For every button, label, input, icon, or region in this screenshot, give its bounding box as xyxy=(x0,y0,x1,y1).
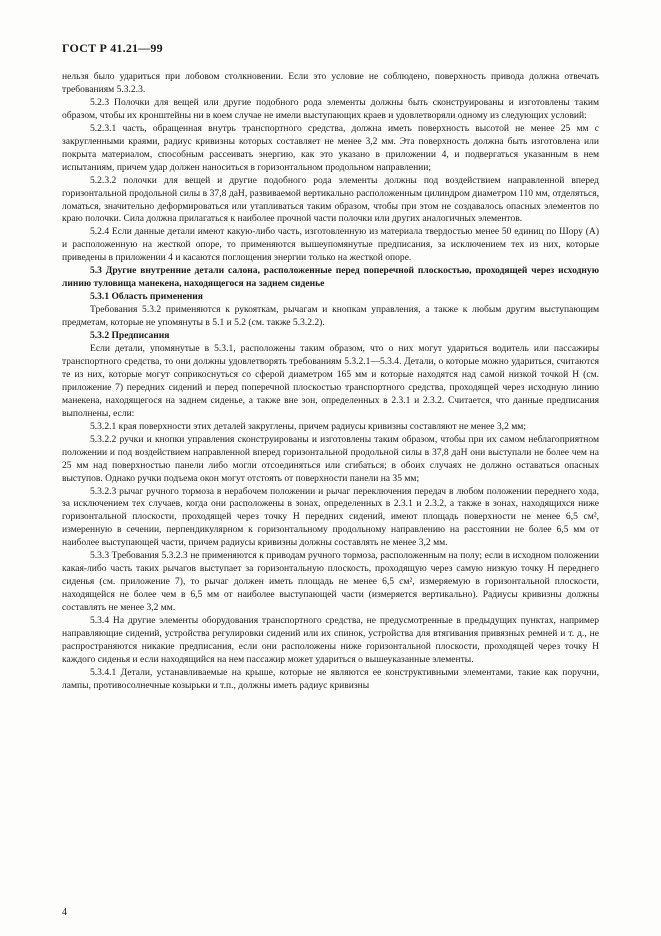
section-heading-5-3: 5.3 Другие внутренние детали салона, расположенные перед поперечной плоскостью, проходящей через исходную линию туловища манекена, находящегося на заднем сиденье xyxy=(62,265,599,290)
paragraph-5-2-3-1: 5.2.3.1 часть, обращенная внутрь транспортного средства, должна иметь поверхность высотой не менее 25 мм с закругленными краями, радиус кривизны которых составляет не менее 3,2 мм. Эта поверхность должна быть изготовлена или покрыта материалом, способным рассеивать энергию, как это указано в приложении 4, и подвергаться указанным в нем испытаниям, причем удар должен наноситься в горизонтальном продольном направлении; xyxy=(62,122,599,173)
subsection-heading-5-3-1: 5.3.1 Область применения xyxy=(90,291,203,303)
paragraph-5-2-3: 5.2.3 Полочки для вещей или другие подобного рода элементы должны быть сконструированы и изготовлены таким образом, чтобы их кронштейны ни в коем случае не имели выступающих краев и удовлетворяли одному из следующих условий: xyxy=(62,96,599,121)
paragraph-5-3-4: 5.3.4 На другие элементы оборудования транспортного средства, не предусмотренные в предыдущих пунктах, например направляющие сидений, устройства регулировки сидений или их спинок, устройства для втягивания привязных ремней и т. д., не распространяются никакие предписания, если они расположены ниже горизонтальной плоскости, проходящей через точку H каждого сиденья и если находящийся на нем пассажир может удариться о вышеуказанные элементы. xyxy=(62,615,599,665)
document-body xyxy=(62,71,599,693)
subsection-heading-5-3-2: 5.3.2 Предписания xyxy=(90,330,170,342)
paragraph-5-2-3-2: 5.2.3.2 полочки для вещей и другие подобного рода элементы должны под воздействием направленной вперед горизонтальной продольной силы в 37,8 даН, развиваемой вертикально расположенным цилиндром диаметром 110 мм, отделяться, ломаться, значительно деформироваться или утапливаться таким образом, чтобы при этом не создавалось опасных элементов по краю полочки. Сила должна прилагаться к наиболее прочной части полочки или других аналогичных элементов. xyxy=(62,174,599,225)
document-header: ГОСТ Р 41.21—99 xyxy=(62,41,163,55)
paragraph-5-2-4: 5.2.4 Если данные детали имеют какую-либо часть, изготовленную из материала твердостью менее 50 единиц по Шору (А) и расположенную на жесткой опоре, то применяются вышеупомянутые предписания, за исключением тех из них, которые приведены в приложении 4 и касаются поглощения энергии только на жесткой опоре. xyxy=(62,226,599,264)
paragraph-5-3-4-1: 5.3.4.1 Детали, устанавливаемые на крыше, которые не являются ее конструктивными элементами, такие как поручни, лампы, противосолнечные козырьки и т.п., должны иметь радиус кривизны xyxy=(62,666,599,691)
paragraph-5-3-2-2: 5.3.2.2 ручки и кнопки управления сконструированы и изготовлены таким образом, чтобы при их самом неблагоприятном положении и под воздействием направленной вперед горизонтальной продольной силы в 37,8 даН они выступали не более чем на 25 мм над поверхностью панели либо могли отсоединяться или сгибаться; в обоих случаях не должно оставаться опасных выступов. Однако ручки подъема окон могут отстоять от поверхности панели на 35 мм; xyxy=(62,433,599,484)
paragraph-5-3-3: 5.3.3 Требования 5.3.2.3 не применяются к приводам ручного тормоза, расположенным на полу; если в исходном положении какая-либо часть таких рычагов выступает за горизонтальную плоскость, проходящую через самую низкую точку H переднего сиденья (см. приложение 7), то рычаг должен иметь площадь не менее 6,5 см², измеряемую в горизонтальной плоскости, находящейся не более чем в 6,5 мм от наиболее выступающей части (измеряется вертикально). Радиусы кривизны должны составлять не менее 3,2 мм. xyxy=(62,550,599,614)
paragraph-5-3-2-3: 5.3.2.3 рычаг ручного тормоза в нерабочем положении и рычаг переключения передач в любом положении переднего хода, за исключением тех случаев, когда они расположены в зонах, определенных в 2.3.1 и 2.3.2, а также в зонах, находящихся ниже горизонтальной плоскости, проходящей через точку H передних сидений, имеют площадь поверхности не менее 6,5 см², измеренную в сечении, перпендикулярном к горизонтальному продольному направлению на расстоянии не более 6,5 мм от наиболее выступающей части, причем радиусы кривизны должны составлять не менее 3,2 мм. xyxy=(62,485,599,549)
paragraph-continuation: нельзя было удариться при лобовом столкновении. Если это условие не соблюдено, поверхность привода должна отвечать требованиям 5.3.2.3. xyxy=(62,71,599,95)
paragraph-5-3-2-1: 5.3.2.1 края поверхности этих деталей закруглены, причем радиусы кривизны составляют не менее 3,2 мм; xyxy=(90,420,526,432)
paragraph-5-3-2-text: Если детали, упомянутые в 5.3.1, расположены таким образом, что о них могут удариться водитель или пассажиры транспортного средства, то они должны удовлетворять требованиям 5.3.2.1—5.3.4. Детали, о которые можно удариться, считаются те из них, которые могут соприкоснуться со сферой диаметром 165 мм и которые находятся над самой низкой точкой H (см. приложение 7) передних сидений и перед поперечной плоскостью транспортного средства, проходящей через исходную линию манекена, находящегося на заднем сиденье, а также вне зон, определенных в 2.3.1 и 2.3.2. Считается, что данные предписания выполнены, если: xyxy=(62,343,599,419)
paragraph-5-3-1-text: Требования 5.3.2 применяются к рукояткам, рычагам и кнопкам управления, а также к любым другим выступающим предметам, которые не упомянуты в 5.1 и 5.2 (см. также 5.3.2.2). xyxy=(62,304,599,329)
page-number: 4 xyxy=(62,907,67,918)
